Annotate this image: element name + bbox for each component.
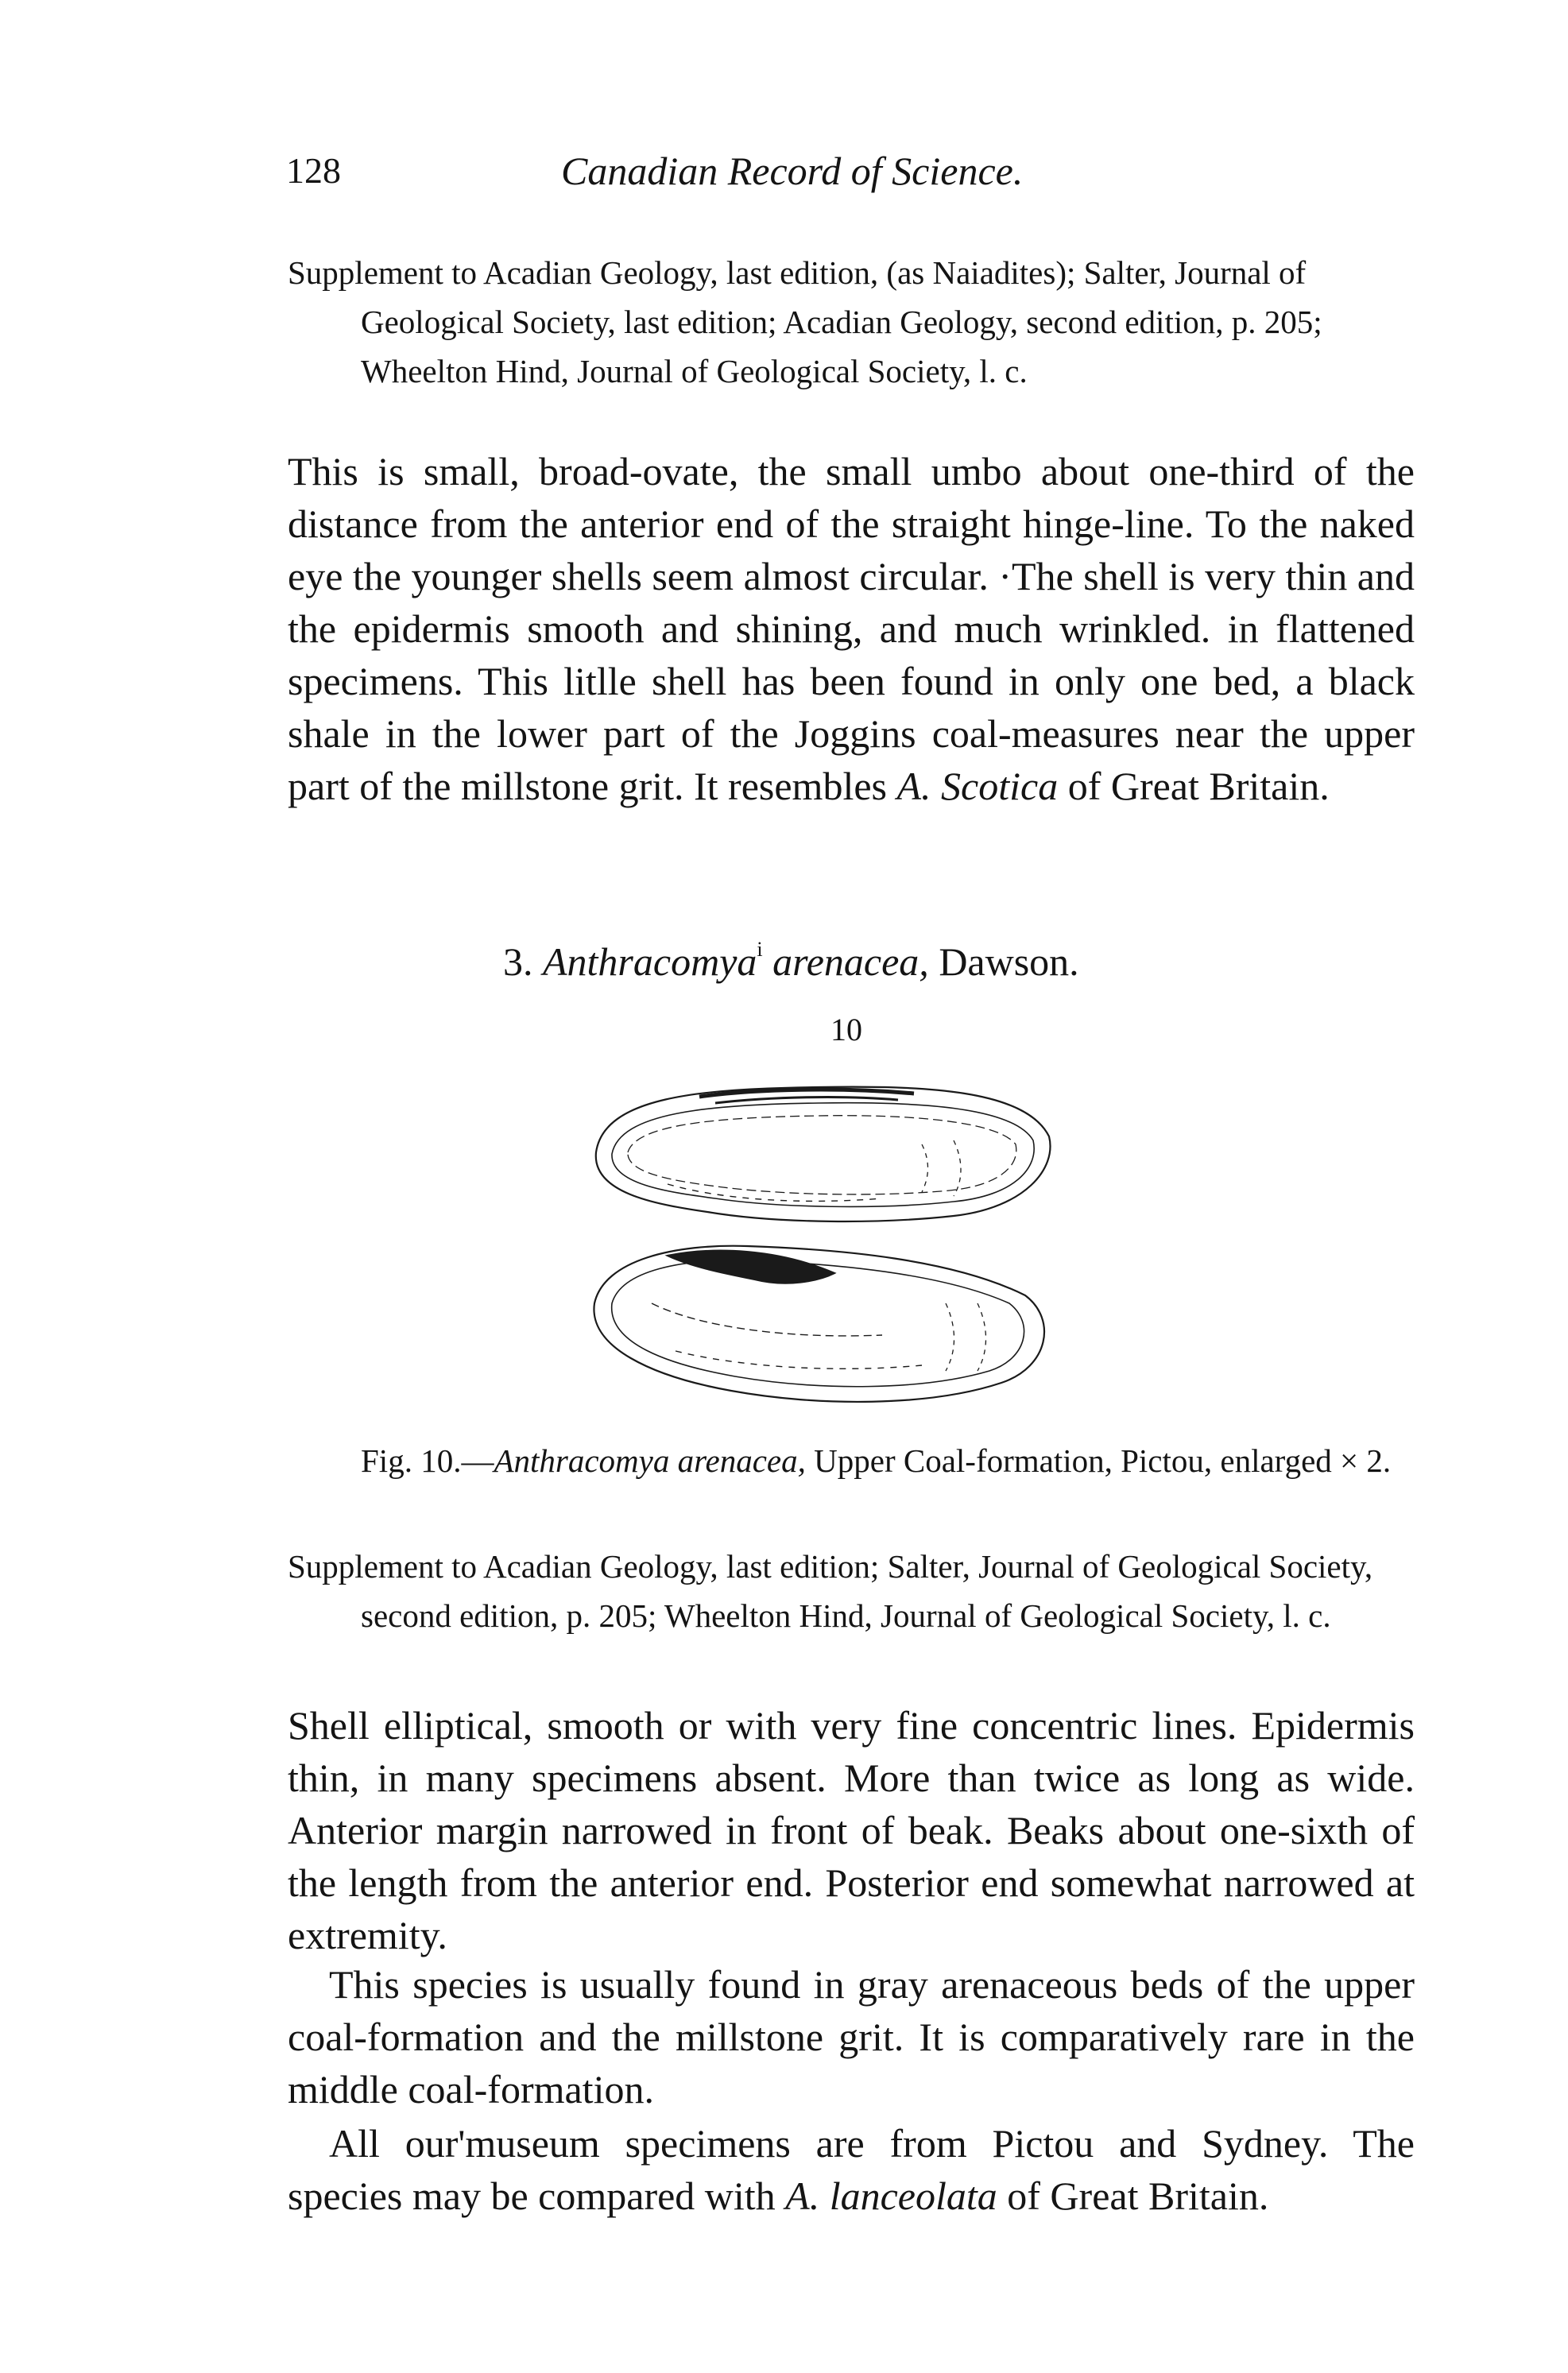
paragraph-4	[288, 2117, 1415, 2222]
paragraph-1	[288, 445, 1415, 812]
species-author: Dawson.	[939, 939, 1079, 984]
species-heading	[503, 938, 1079, 985]
shell-illustration	[580, 1065, 1057, 1415]
reference-block-1: Supplement to Acadian Geology, last edition, (as Naiadites); Salter, Journal of Geological Society, last edition; Acadian Geology, second edition, p. 205; Wheelton Hind, Journal of Geological Society, l. c.	[288, 254, 1322, 389]
caption-italic: Anthracomya arenacea,	[494, 1442, 806, 1479]
species-genus: Anthracomya	[543, 939, 757, 984]
paragraph-3: This species is usually found in gray arenaceous beds of the upper coal-formation and the millstone grit. It is comparatively rare in the middle coal-formation.	[288, 1962, 1415, 2112]
paragraph-2: Shell elliptical, smooth or with very fine concentric lines. Epidermis thin, in many specimens absent. More than twice as long as wide. Anterior margin narrowed in front of beak. Beaks about one-sixth of the length from the anterior end. Posterior end somewhat narrowed at extremity.	[288, 1703, 1415, 1957]
paragraph-4-italic: A. lanceolata	[785, 2174, 997, 2218]
reference-block-2: Supplement to Acadian Geology, last edition; Salter, Journal of Geological Society, second edition, p. 205; Wheelton Hind, Journal of Geological Society, l. c.	[288, 1548, 1373, 1634]
paragraph-4-end: of Great Britain.	[1007, 2174, 1269, 2218]
caption-rest: Upper Coal-formation, Pictou, enlarged × 2.	[814, 1442, 1392, 1479]
paragraph-1-end: of Great Britain.	[1067, 764, 1330, 808]
species-superscript: i	[757, 938, 763, 961]
page-number: 128	[286, 150, 341, 191]
upper-valve	[596, 1087, 1051, 1221]
paragraph-4-text: All our'museum specimens are from Pictou and Sydney. The species may be compared with	[288, 2121, 1415, 2218]
species-epithet: arenacea,	[772, 939, 929, 984]
figure-number: 10	[830, 1012, 862, 1047]
paragraph-1-italic: A. Scotica	[896, 764, 1059, 808]
species-number: 3.	[503, 939, 533, 984]
running-title: Canadian Record of Science.	[561, 149, 1024, 193]
caption-prefix: Fig. 10.—	[361, 1442, 494, 1479]
lower-valve	[594, 1246, 1044, 1402]
figure-caption	[288, 1440, 1415, 1481]
paragraph-1-text: This is small, broad-ovate, the small umbo about one-third of the distance from the anterior end of the straight hinge-line. To the naked eye the younger shells seem almost circular. ·The shell is very thin and the epidermis smooth and shining, and much wrinkled. in flattened specimens. This litlle shell has been found in only one bed, a black shale in the lower part of the Joggins coal-measures near the upper part of the millstone grit. It resembles	[288, 449, 1415, 808]
